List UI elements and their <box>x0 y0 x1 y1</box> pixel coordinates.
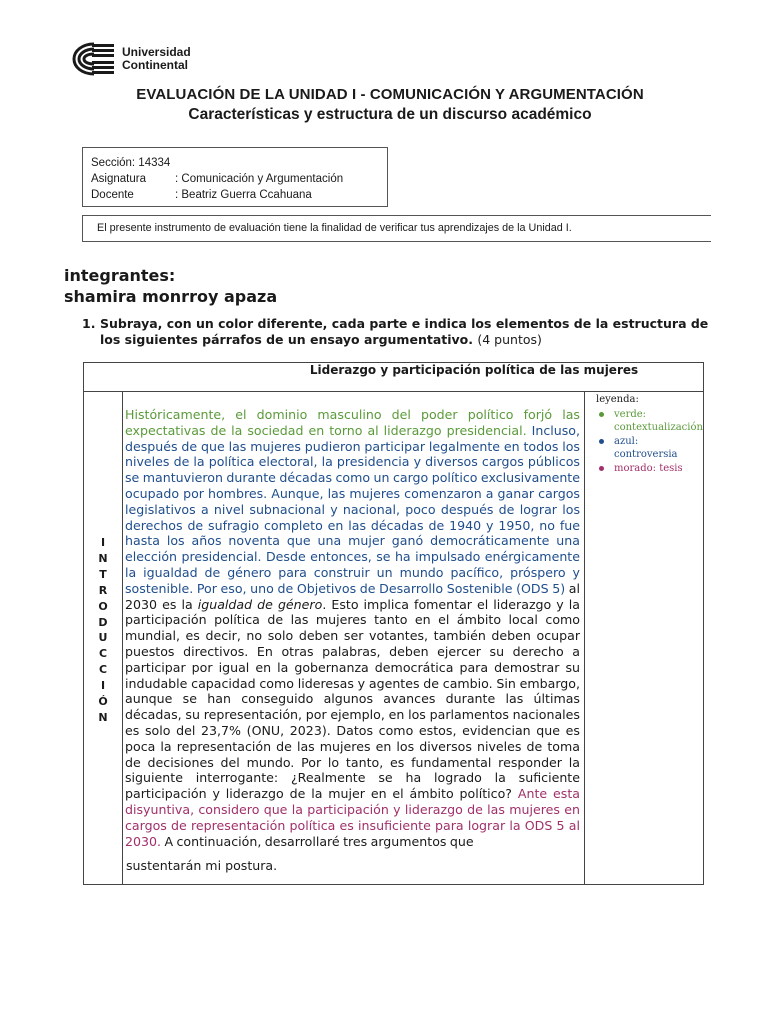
question-1 <box>82 316 722 348</box>
document-title: EVALUACIÓN DE LA UNIDAD I - COMUNICACIÓN Y ARGUMENTACIÓN <box>136 86 644 103</box>
member-name: shamira monrroy apaza <box>64 287 278 306</box>
subject-label: Asignatura <box>91 173 146 185</box>
section-letter: N <box>98 551 108 565</box>
subject-value: : Comunicación y Argumentación <box>175 173 344 185</box>
teacher-value: : Beatriz Guerra Ccahuana <box>175 189 312 201</box>
question-number: 1. <box>82 316 96 331</box>
section-label-introduccion <box>94 535 112 726</box>
section-letter: C <box>98 647 108 661</box>
university-logo-icon <box>72 42 116 76</box>
logo-line-1: Universidad <box>122 45 191 59</box>
essay-table-header <box>84 363 703 392</box>
section-letter: I <box>100 536 106 549</box>
teacher-label: Docente <box>91 189 134 201</box>
section-letter: D <box>98 615 108 629</box>
document-subtitle: Características y estructura de un discurso académico <box>188 106 592 123</box>
essay-table <box>83 362 704 885</box>
section-letter: U <box>98 631 108 645</box>
subject-line <box>91 172 343 186</box>
question-points: (4 puntos) <box>477 332 542 347</box>
legend-item-purple: morado: tesis <box>614 462 703 475</box>
section-letter: I <box>100 679 106 693</box>
column-divider-right <box>584 391 585 885</box>
thesis-text: Ante esta disyuntiva, considero que la participación y liderazgo de las mujeres en cargos de representación política es insuficiente para lograr la ODS 5 al 2030. <box>125 786 580 849</box>
members-block <box>64 265 277 307</box>
title-block <box>120 86 660 125</box>
question-text-wrap <box>100 316 722 348</box>
section-letter: T <box>99 567 107 581</box>
essay-title: Liderazgo y participación política de las mujeres <box>309 363 639 377</box>
body-text-2: . Esto implica fomentar el liderazgo y la participación política de las mujeres tanto en el ámbito local como mundial, es decir, no solo deben ser votantes, también deben ocupar puestos directivos. En otras palabras, deben ejercer su derecho a participar por igual en la gobernanza democrática para demostrar su indudable capacidad como lideresas y agentes de cambio. Sin embargo, aunque se han conseguido algunos avances durante las últimas décadas, su representación, por ejemplo, en los parlamentos nacionales es solo del 23,7% (ONU, 2023). Datos como estos, evidencian que es poca la representación de las mujeres en los diversos niveles de toma de decisiones del mundo. Por lo tanto, es fundamental responder la siguiente interrogante: ¿Realmente se ha logrado la suficiente participación y liderazgo de la mujer en el ámbito político? <box>125 596 581 802</box>
course-info-box <box>82 147 388 207</box>
logo-text <box>122 46 191 72</box>
university-logo <box>72 42 191 76</box>
section-letter: R <box>98 583 108 597</box>
purpose-text: El presente instrumento de evaluación tiene la finalidad de verificar tus aprendizajes de la Unidad I. <box>97 222 572 234</box>
teacher-line <box>91 188 312 202</box>
controversy-text: Incluso, después de que las mujeres pudieron participar legalmente en todos los niveles de la política electoral, la presidencia y diversos cargos públicos se mantuvieron durante décadas como un cargo político exclusivamente ocupado por hombres. Aunque, las mujeres comenzaron a ganar cargos legislativos a nivel subnacional y nacional, poco después de lograr los derechos de sufragio completo en las décadas de 1940 y 1950, no fue hasta los años noventa que una mujer ganó democráticamente una elección presidencial. Desde entonces, se ha impulsado enérgicamente la igualdad de género para construir un mundo pacífico, próspero y sostenible. Por eso, uno de Objetivos de Desarrollo Sostenible (ODS 5) <box>125 422 580 596</box>
section-letter: C <box>98 663 108 677</box>
introduction-paragraph <box>125 407 580 849</box>
section-line: Sección: 14334 <box>91 157 171 169</box>
purpose-box <box>82 215 711 242</box>
context-text: Históricamente, el dominio masculino del poder político forjó las expectativas de la sociedad en torno al liderazgo presidencial. <box>125 407 580 438</box>
legend-title: leyenda: <box>596 394 639 405</box>
members-label: integrantes: <box>64 266 176 285</box>
column-divider-left <box>122 391 123 885</box>
body-text-italic: igualdad de género <box>197 596 323 612</box>
legend <box>595 393 703 476</box>
section-letter: O <box>98 599 108 613</box>
legend-item-blue: azul: controversia <box>614 435 703 461</box>
logo-line-2: Continental <box>122 58 188 72</box>
paragraph-tail: sustentarán mi postura. <box>126 858 278 873</box>
body-text-3: A continuación, desarrollaré tres argumentos que <box>164 833 474 849</box>
body-text-1: al 2030 es la <box>125 580 580 612</box>
question-text: Subraya, con un color diferente, cada parte e indica los elementos de la estructura de los siguientes párrafos de un ensayo argumentativo. <box>100 316 709 347</box>
section-letter: N <box>98 710 108 724</box>
legend-item-green: verde: contextualización <box>614 409 703 433</box>
legend-list <box>595 408 703 475</box>
section-letter: Ó <box>98 695 108 709</box>
